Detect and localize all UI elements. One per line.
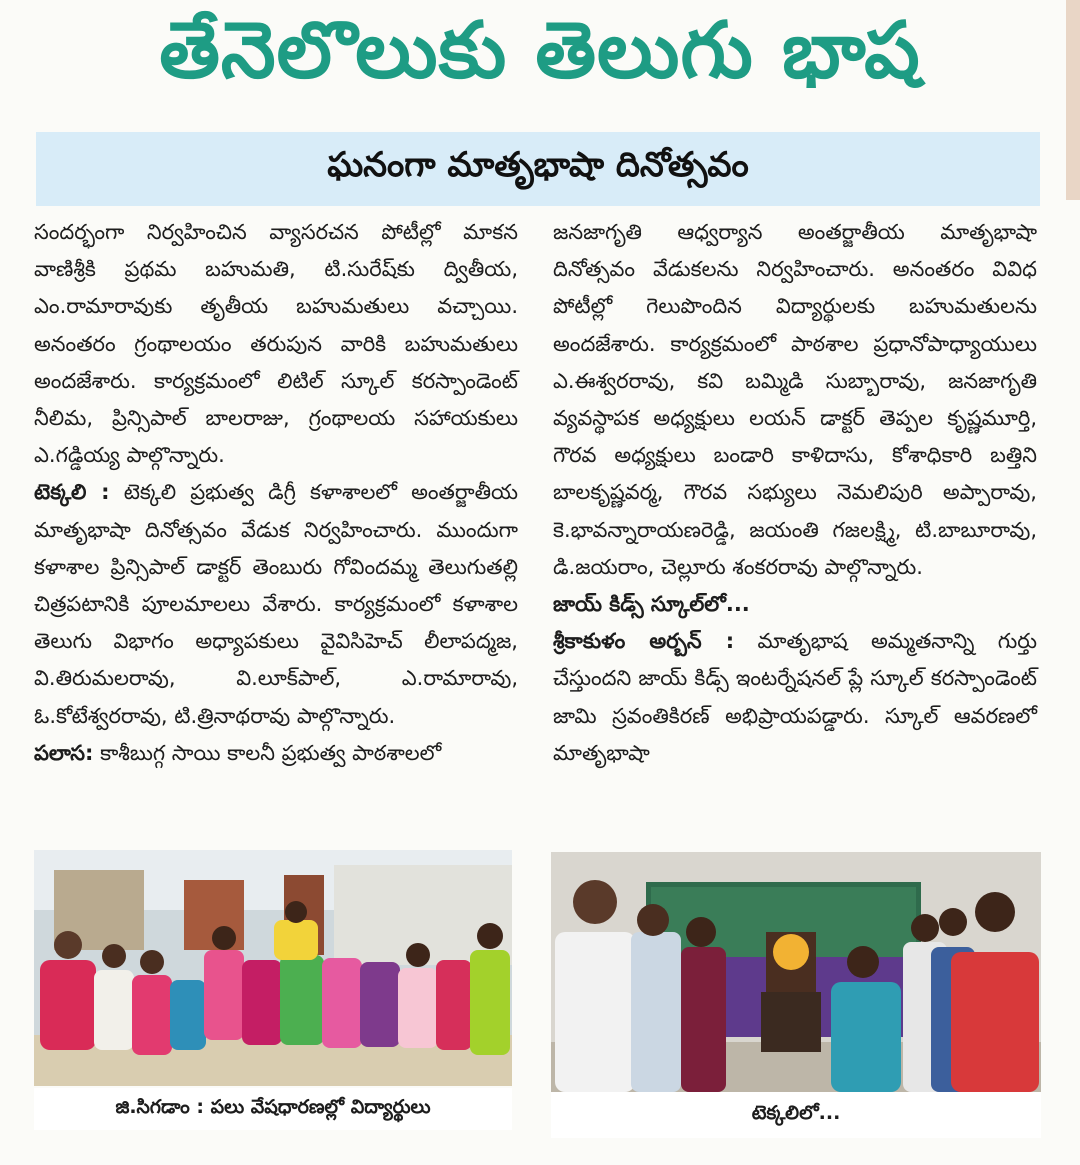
dateline-tekkali: టెక్కలి : — [34, 480, 110, 505]
tekkali-event-illustration — [551, 852, 1041, 1092]
adjacent-photo-edge — [1066, 0, 1080, 200]
headline: తేనెలొలుకు తెలుగు భాష — [159, 5, 921, 96]
left-column — [34, 214, 518, 772]
caption-left: జి.సిగడాం : పలు వేషధారణల్లో విద్యార్థులు — [34, 1088, 512, 1130]
caption-right: టెక్కలిలో... — [551, 1092, 1041, 1138]
left-paragraph-3 — [34, 735, 518, 772]
right-paragraph-2 — [553, 623, 1037, 772]
right-paragraph-2-text: మాతృభాష అమ్మతనాన్ని గుర్తు చేస్తుందని జాయ్ కిడ్స్ ఇంటర్నేషనల్ ప్లే స్కూల్ కరస్పాండెంట్ జామి స్రవంతికిరణ్ అభిప్రాయపడ్డారు. స్కూల్ ఆవరణలో మాతృభాషా — [553, 629, 1037, 765]
left-paragraph-2-text: టెక్కలి ప్రభుత్వ డిగ్రీ కళాశాలలో అంతర్జాతీయ మాతృభాషా దినోత్సవం వేడుక నిర్వహించారు. ముందుగా కళాశాల ప్రిన్సిపాల్ డాక్టర్ తెంబురు గోవిందమ్మ తెలుగుతల్లి చిత్రపటానికి పూలమాలలు వేశారు. కార్యక్రమంలో కళాశాల తెలుగు విభాగం అధ్యాపకులు వైవిసిహెచ్ లీలాపద్మజ, వి.తిరుమలరావు, వి.లూక్‌పాల్, ఎ.రామారావు, ఓ.కోటేశ్వరరావు, టి.త్రినాథరావు పాల్గొన్నారు. — [34, 480, 518, 728]
right-subheading: జాయ్ కిడ్స్ స్కూల్‌లో... — [553, 592, 750, 617]
left-paragraph-3-text: కాశీబుగ్గ సాయి కాలనీ ప్రభుత్వ పాఠశాలలో — [93, 740, 442, 765]
students-photo — [34, 850, 512, 1086]
right-column — [553, 214, 1037, 772]
dateline-srikakulam: శ్రీకాకుళం అర్బన్ : — [553, 629, 735, 654]
right-paragraph-1: జనజాగృతి ఆధ్వర్యాన అంతర్జాతీయ మాతృభాషా దినోత్సవం వేడుకలను నిర్వహించారు. అనంతరం వివిధ పోటీల్లో గెలుపొందిన విద్యార్థులకు బహుమతులను అందజేశారు. కార్యక్రమంలో పాఠశాల ప్రధానోపాధ్యాయులు ఎ.ఈశ్వరరావు, కవి బమ్మిడి సుబ్బారావు, జనజాగృతి వ్యవస్థాపక అధ్యక్షులు లయన్ డాక్టర్ తెప్పల కృష్ణమూర్తి, గౌరవ అధ్యక్షులు బండారి కాళిదాసు, కోశాధికారి బత్తిని బాలకృష్ణవర్మ, గౌరవ సభ్యులు నెమలిపురి అప్పారావు, కె.భావన్నారాయణరెడ్డి, జయంతి గజలక్ష్మి, టి.బాబూరావు, డి.జయరాం, చెల్లూరు శంకరరావు పాల్గొన్నారు. — [553, 220, 1037, 579]
left-paragraph-2 — [34, 474, 518, 734]
subheadline-band — [36, 132, 1040, 206]
left-paragraph-1: సందర్భంగా నిర్వహించిన వ్యాసరచన పోటీల్లో మాకన వాణిశ్రీకి ప్రథమ బహుమతి, టి.సురేష్‌కు ద్వితీయ, ఎం.రామారావుకు తృతీయ బహుమతులు వచ్చాయి. అనంతరం గ్రంథాలయం తరుపున వారికి బహుమతులు అందజేశారు. కార్యక్రమంలో లిటిల్ స్కూల్ కరస్పాండెంట్ నీలిమ, ప్రిన్సిపాల్ బాలరాజు, గ్రంథాలయ సహాయకులు ఎ.గడ్డియ్య పాల్గొన్నారు. — [34, 220, 518, 468]
adjacent-article-edge — [1062, 0, 1080, 1165]
dateline-palasa: పలాస: — [34, 740, 94, 765]
students-photo-illustration — [34, 850, 512, 1086]
tekkali-event-photo — [551, 852, 1041, 1092]
subheadline: ఘనంగా మాతృభాషా దినోత్సవం — [327, 145, 749, 185]
